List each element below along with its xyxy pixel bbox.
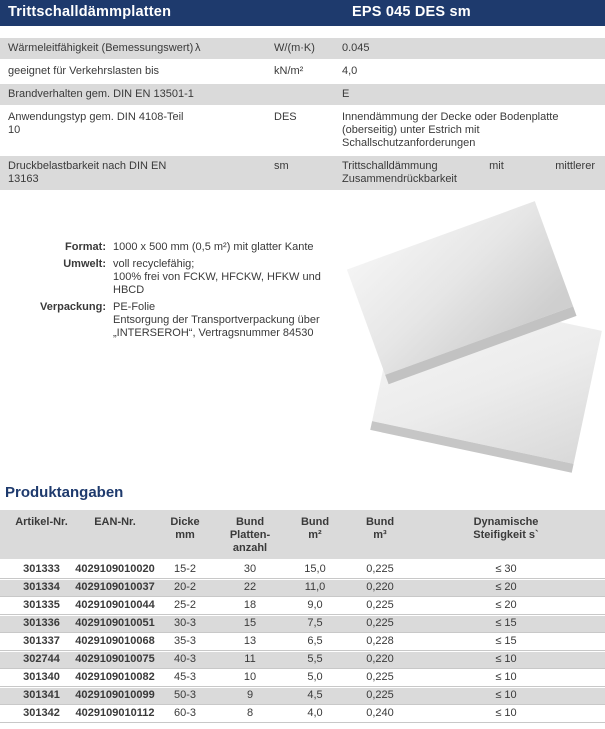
table-row [0, 579, 605, 597]
spec-label: Wärmeleitfähigkeit (Bemessungswert) [8, 42, 194, 54]
bund-m2-cell: 5,0 [307, 671, 323, 683]
column-header: Artikel-Nr. [15, 516, 68, 528]
bund-m2-cell: 4,5 [307, 689, 323, 701]
bund-m2-cell: 11,0 [304, 581, 326, 593]
ean-nr-cell: 4029109010037 [75, 581, 155, 593]
spec-value: 4,0 [342, 65, 358, 77]
insulation-boards-image [342, 196, 604, 476]
bund-m3-cell: 0,240 [366, 707, 394, 719]
table-row [0, 633, 605, 651]
ean-nr-cell: 4029109010099 [75, 689, 155, 701]
product-table-body [0, 561, 605, 723]
dyn-steifigkeit-cell: ≤ 10 [495, 671, 517, 683]
table-row [0, 705, 605, 723]
ean-nr-cell: 4029109010068 [75, 635, 155, 647]
details-line: 1000 x 500 mm (0,5 m²) mit glatter Kante [113, 241, 314, 253]
spec-row [0, 84, 605, 105]
spec-unit: W/(m·K) [274, 42, 315, 54]
dyn-steifigkeit-cell: ≤ 10 [495, 707, 517, 719]
dyn-steifigkeit-cell: ≤ 20 [495, 599, 517, 611]
bund-m2-cell: 4,0 [307, 707, 323, 719]
dyn-steifigkeit-cell: ≤ 15 [495, 617, 517, 629]
column-header: Bund m² [300, 516, 330, 541]
bund-m2-cell: 15,0 [304, 563, 326, 575]
spec-symbol: λ [195, 42, 201, 54]
artikel-nr-cell: 301342 [23, 707, 60, 719]
ean-nr-cell: 4029109010082 [75, 671, 155, 683]
details-label: Format: [65, 241, 106, 253]
bund-plattenanzahl-cell: 8 [246, 707, 254, 719]
details-label: Umwelt: [63, 258, 106, 270]
bund-m2-cell: 7,5 [307, 617, 323, 629]
product-photo [342, 196, 604, 476]
details-row-umwelt [0, 258, 345, 297]
ean-nr-cell: 4029109010051 [75, 617, 155, 629]
artikel-nr-cell: 301341 [23, 689, 60, 701]
bund-plattenanzahl-cell: 15 [243, 617, 257, 629]
bund-m2-cell: 6,5 [307, 635, 323, 647]
spec-label: Druckbelastbarkeit nach DIN EN 13163 [8, 160, 167, 185]
bund-plattenanzahl-cell: 13 [243, 635, 257, 647]
artikel-nr-cell: 301333 [23, 563, 60, 575]
spec-label: Anwendungstyp gem. DIN 4108-Teil 10 [8, 111, 184, 136]
dyn-steifigkeit-cell: ≤ 10 [495, 653, 517, 665]
bund-m2-cell: 9,0 [307, 599, 323, 611]
dyn-steifigkeit-cell: ≤ 15 [495, 635, 517, 647]
artikel-nr-cell: 302744 [23, 653, 60, 665]
ean-nr-cell: 4029109010112 [75, 707, 155, 719]
spec-symbol [195, 160, 274, 186]
title-bar [0, 0, 605, 26]
spec-symbol [195, 111, 274, 150]
spec-label: geeignet für Verkehrslasten bis [8, 65, 160, 77]
column-header: Bund Platten- anzahl [229, 516, 271, 554]
bund-m3-cell: 0,220 [366, 653, 394, 665]
bund-plattenanzahl-cell: 11 [244, 653, 256, 665]
spec-unit: sm [274, 160, 289, 172]
bund-m3-cell: 0,225 [366, 617, 394, 629]
spec-symbol [195, 65, 274, 78]
table-row [0, 687, 605, 705]
product-code: EPS 045 DES sm [352, 4, 471, 20]
artikel-nr-cell: 301336 [23, 617, 60, 629]
dicke-cell: 20-2 [173, 581, 197, 593]
bund-m3-cell: 0,225 [366, 689, 394, 701]
bund-m2-cell: 5,5 [307, 653, 323, 665]
column-header: Dynamische Steifigkeit s` [473, 516, 539, 541]
table-row [0, 561, 605, 579]
details-line: 100% frei von FCKW, HFCKW, HFKW und HBCD [113, 271, 321, 296]
bund-m3-cell: 0,225 [366, 563, 394, 575]
details-line: voll recyclefähig; [113, 258, 195, 270]
section-heading: Produktangaben [5, 484, 124, 501]
details-value [113, 301, 345, 340]
dicke-cell: 25-2 [173, 599, 197, 611]
spec-row [0, 38, 605, 59]
table-row [0, 669, 605, 687]
spec-row [0, 156, 605, 190]
table-row [0, 615, 605, 633]
dyn-steifigkeit-cell: ≤ 30 [495, 563, 517, 575]
bund-plattenanzahl-cell: 10 [243, 671, 257, 683]
artikel-nr-cell: 301337 [23, 635, 60, 647]
dyn-steifigkeit-cell: ≤ 10 [495, 689, 517, 701]
dicke-cell: 35-3 [173, 635, 197, 647]
artikel-nr-cell: 301335 [23, 599, 60, 611]
product-table-header [0, 510, 605, 559]
bund-m3-cell: 0,225 [366, 599, 394, 611]
details-line: Entsorgung der Transportverpackung über [113, 314, 320, 326]
dicke-cell: 30-3 [173, 617, 197, 629]
spec-table [0, 38, 605, 192]
details-block [0, 241, 345, 344]
spec-label: Brandverhalten gem. DIN EN 13501-1 [8, 88, 194, 100]
column-header: EAN-Nr. [94, 516, 136, 528]
spec-unit: kN/m² [274, 65, 304, 77]
dicke-cell: 45-3 [173, 671, 197, 683]
details-row-format [0, 241, 345, 254]
spec-value: E [342, 88, 350, 100]
page-title: Trittschalldämmplatten [8, 4, 172, 20]
bund-plattenanzahl-cell: 30 [243, 563, 257, 575]
ean-nr-cell: 4029109010075 [75, 653, 155, 665]
details-line: PE-Folie [113, 301, 156, 313]
table-row [0, 651, 605, 669]
column-header: Bund m³ [365, 516, 395, 541]
ean-nr-cell: 4029109010044 [75, 599, 155, 611]
column-header: Dicke mm [170, 516, 200, 541]
bund-m3-cell: 0,225 [366, 671, 394, 683]
artikel-nr-cell: 301340 [23, 671, 60, 683]
details-value [113, 241, 345, 254]
bund-m3-cell: 0,220 [366, 581, 394, 593]
artikel-nr-cell: 301334 [23, 581, 60, 593]
details-label: Verpackung: [39, 301, 106, 313]
bund-plattenanzahl-cell: 22 [243, 581, 257, 593]
bund-plattenanzahl-cell: 18 [243, 599, 257, 611]
bund-plattenanzahl-cell: 9 [246, 689, 254, 701]
spec-row [0, 61, 605, 82]
spec-unit [274, 88, 342, 101]
bund-m3-cell: 0,228 [366, 635, 394, 647]
table-row [0, 597, 605, 615]
spec-symbol [195, 88, 274, 101]
spec-unit: DES [274, 111, 297, 123]
spec-value: Innendämmung der Decke oder Bodenplatte (oberseitig) unter Estrich mit Schallschutzanforderungen [342, 111, 559, 149]
dicke-cell: 15-2 [173, 563, 197, 575]
spec-value: Trittschalldämmung mit mittlerer Zusammendrückbarkeit [342, 160, 595, 185]
details-line: „INTERSEROH“, Vertragsnummer 84530 [113, 327, 314, 339]
details-value [113, 258, 345, 297]
dicke-cell: 60-3 [173, 707, 197, 719]
dicke-cell: 50-3 [173, 689, 197, 701]
spec-row [0, 107, 605, 154]
dicke-cell: 40-3 [173, 653, 197, 665]
ean-nr-cell: 4029109010020 [75, 563, 155, 575]
details-row-verpackung [0, 301, 345, 340]
spec-value: 0.045 [342, 42, 370, 54]
dyn-steifigkeit-cell: ≤ 20 [495, 581, 517, 593]
